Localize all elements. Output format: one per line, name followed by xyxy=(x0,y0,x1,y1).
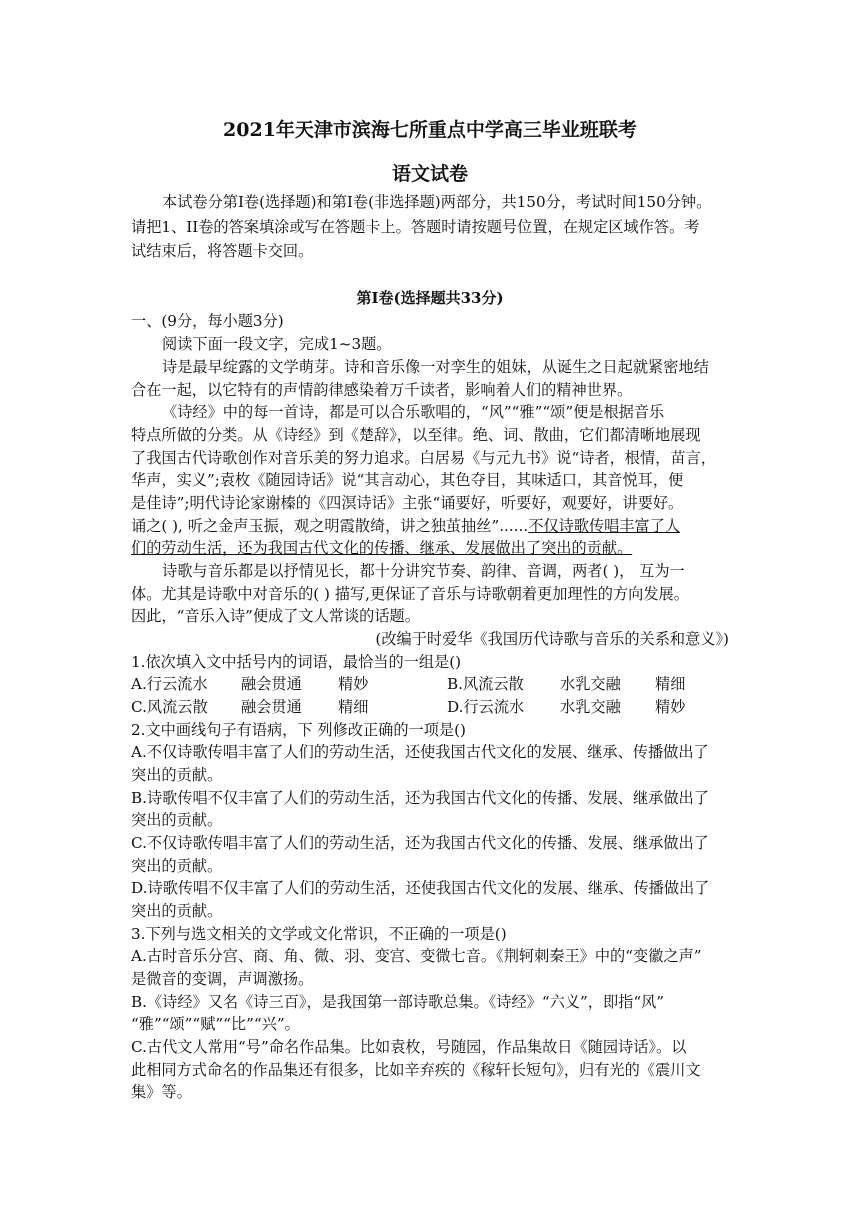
option-b: B.诗歌传唱不仅丰富了人们的劳动生活，还为我国古代文化的传播、发展、继承做出了 xyxy=(131,789,709,807)
passage-line: 诗是最早绽露的文学萌芽。诗和音乐像一对孪生的姐妹，从诞生之日起就紧密地结 xyxy=(162,358,709,376)
question-3-stem: 3.下列与选文相关的文学或文化常识，不正确的一项是() xyxy=(131,925,507,943)
question-1-stem: 1.依次填入文中括号内的词语，最恰当的一组是() xyxy=(131,653,462,671)
option-word: 融会贯通 xyxy=(241,675,302,693)
part-heading: 一、(9分，每小题3分) xyxy=(131,312,284,330)
option-text: 突出的贡献。 xyxy=(131,902,223,920)
passage-line: 合在一起，以它特有的声情韵律感染着万千读者，影响着人们的精神世界。 xyxy=(131,381,633,399)
option-word: 精细 xyxy=(655,675,686,693)
option-word: 精妙 xyxy=(655,698,686,716)
passage-line xyxy=(131,515,729,537)
passage-line: 体。尤其是诗歌中对音乐的( ) 描写,更保证了音乐与诗歌朝着更加理性的方向发展。 xyxy=(131,585,689,603)
option-d: D.行云流水 xyxy=(447,698,525,716)
intro-line: 试结束后，将答题卡交回。 xyxy=(131,242,314,260)
option-text: “雅”“颂”“赋”“比”“兴”。 xyxy=(131,1015,300,1033)
passage-line: 特点所做的分类。从《诗经》到《楚辞》，以至律。绝、词、散曲，它们都清晰地展现 xyxy=(131,426,701,444)
option-d: D.诗歌传唱不仅丰富了人们的劳动生活，还使我国古代文化的发展、继承、传播做出了 xyxy=(131,879,710,897)
passage-line xyxy=(131,537,729,559)
option-c: C.古代文人常用“号”命名作品集。比如袁枚，号随园，作品集故日《随园诗话》。以 xyxy=(131,1038,687,1056)
exam-subtitle: 语文试卷 xyxy=(391,163,468,185)
question-2-stem: 2.文中画线句子有语病，下 列修改正确的一项是() xyxy=(131,721,466,739)
option-text: 突出的贡献。 xyxy=(131,811,223,829)
option-word: 水乳交融 xyxy=(560,675,621,693)
intro-line: 本试卷分第I卷(选择题)和第I卷(非选择题)两部分，共150分，考试时间150分钟。 xyxy=(162,193,712,211)
passage-line: 因此，“音乐入诗”便成了文人常谈的话题。 xyxy=(131,607,420,625)
passage-line: 诗歌与音乐都是以抒情见长，都十分讲究节奏、韵律、音调，两者( )， 互为一 xyxy=(162,562,685,580)
option-text: 是微音的变调，声调激扬。 xyxy=(131,970,314,988)
option-word: 精细 xyxy=(338,698,369,716)
option-a: A.行云流水 xyxy=(131,675,208,693)
option-text: 此相同方式命名的作品集还有很多，比如辛弃疾的《稼轩长短句》，归有光的《震川文 xyxy=(131,1061,701,1079)
part-instruction: 阅读下面一段文字，完成1~3题。 xyxy=(162,335,392,353)
passage-source: (改编于时爱华《我国历代诗歌与音乐的关系和意义》) xyxy=(375,630,729,648)
option-c: C.风流云散 xyxy=(131,698,208,716)
intro-line: 请把1、II卷的答案填涂或写在答题卡上。答题时请按题号位置，在规定区域作答。考 xyxy=(131,218,700,236)
section-title: 第I卷(选择题共33分) xyxy=(356,289,504,307)
passage-line: 华声，实义”;袁枚《随园诗话》说“其言动心，其色夺目，其味适口，其音悦耳，便 xyxy=(131,471,684,489)
option-b: B.风流云散 xyxy=(447,675,524,693)
option-b: B.《诗经》又名《诗三百》，是我国第一部诗歌总集。《诗经》“六义”，即指“风” xyxy=(131,993,665,1011)
passage-text: 诵之( ), 听之金声玉振，观之明霞散绮，讲之独茧抽丝”...... xyxy=(131,517,529,535)
passage-line: 了我国古代诗歌创作对音乐美的努力追求。白居易《与元九书》说“诗者，根情，苗言， xyxy=(131,449,716,467)
underlined-sentence: 们的劳动生活，还为我国古代文化的传播、继承、发展做出了突出的贡献。 xyxy=(131,539,633,557)
option-c: C.不仅诗歌传唱丰富了人们的劳动生活，还为我国古代文化的传播、发展、继承做出了 xyxy=(131,834,709,852)
option-word: 水乳交融 xyxy=(560,698,621,716)
option-text: 集》等。 xyxy=(131,1083,192,1101)
option-a: A.古时音乐分宫、商、角、微、羽、变宫、变微七音。《荆轲刺秦王》中的“变徽之声” xyxy=(131,947,702,965)
option-word: 精妙 xyxy=(338,675,369,693)
option-word: 融会贯通 xyxy=(241,698,302,716)
underlined-sentence: 不仅诗歌传唱丰富了人 xyxy=(528,517,681,535)
exam-title: 2021年天津市滨海七所重点中学高三毕业班联考 xyxy=(223,119,637,141)
option-a: A.不仅诗歌传唱丰富了人们的劳动生活，还使我国古代文化的发展、继承、传播做出了 xyxy=(131,743,709,761)
passage-line: 是佳诗”;明代诗论家谢榛的《四溟诗话》主张“诵要好，听要好，观要好，讲要好。 xyxy=(131,494,684,512)
option-text: 突出的贡献。 xyxy=(131,766,223,784)
passage-line: 《诗经》中的每一首诗，都是可以合乐歌唱的，“风”“雅”“颂”便是根据音乐 xyxy=(162,403,665,421)
option-text: 突出的贡献。 xyxy=(131,857,223,875)
